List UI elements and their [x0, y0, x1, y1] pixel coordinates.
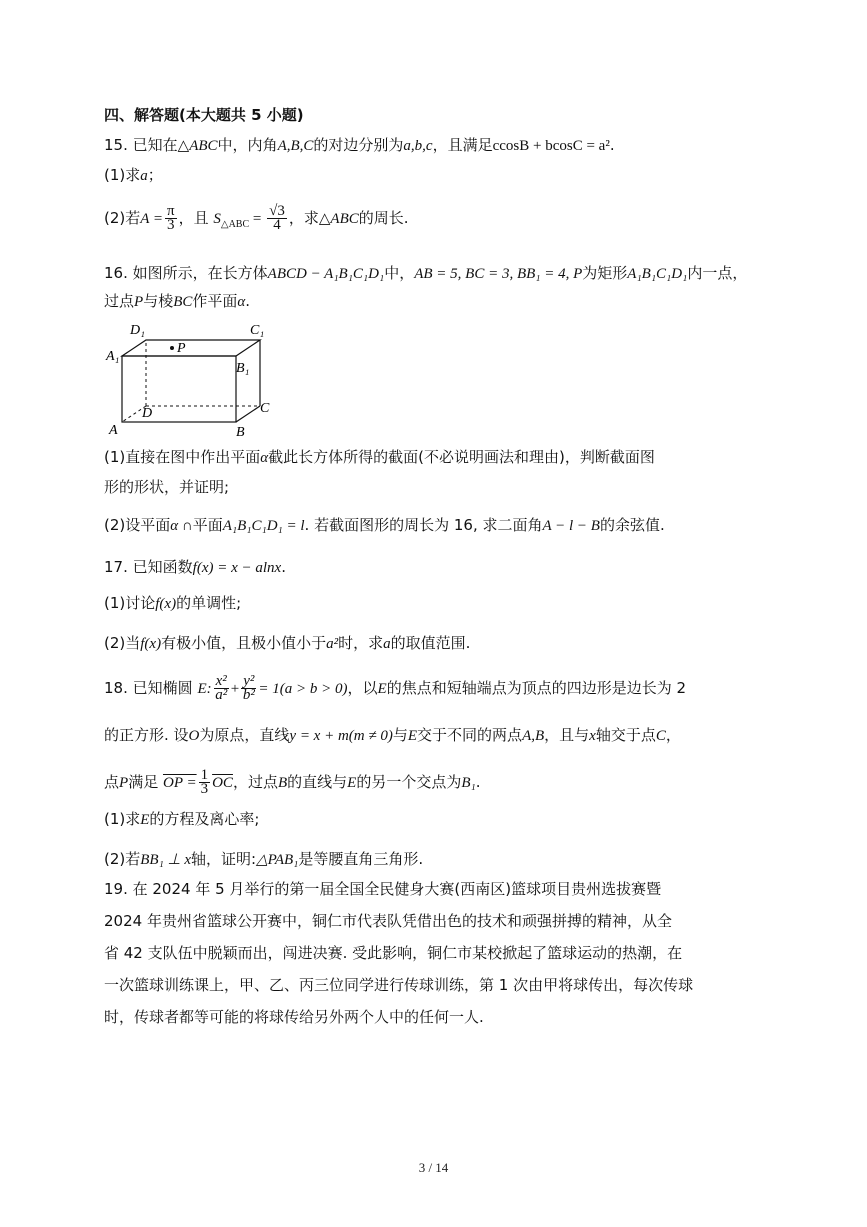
- q18-OP: OP =: [162, 775, 197, 791]
- q15-part2-label: (2)若: [104, 209, 141, 227]
- q18-text: 满足: [128, 773, 159, 791]
- label-D: D: [142, 406, 153, 421]
- section-heading: 四、解答题(本大题共 5 小题): [104, 106, 304, 124]
- q16-part1-cont: 形的形状，并证明;: [104, 478, 230, 496]
- q18-stem: 18. 已知椭圆 E: $\frac{\text{x²}}{\text{a²}}$ + $\frac{\text{y²}}{\text{b²}}$ = 1(a > b > 0)，以E的焦点和短轴端点为顶点的四边形是边长为 2: [104, 673, 687, 703]
- q15-part1-var: a: [140, 168, 148, 184]
- q18-text: 轴交于点: [595, 726, 656, 744]
- q18-text: 交于不同的两点: [417, 726, 523, 744]
- q16-angle: A − l − B: [542, 518, 600, 534]
- q19-line: 时，传球者都等可能的将球传给另外两个人中的任何一人.: [104, 1008, 484, 1026]
- q15-condition: ccosB + bcosC = a²: [492, 138, 610, 154]
- q16-solid: ABCD − A₁B₁C₁D₁: [267, 266, 385, 282]
- q16-text: 的余弦值.: [599, 516, 665, 534]
- q18-C: C: [655, 728, 666, 744]
- q17-part2: [104, 632, 470, 655]
- q15-area-fraction: $\frac{√3}{4}$: [269, 203, 285, 233]
- q18-B: B: [277, 775, 288, 791]
- q16-text: 内一点，: [687, 264, 748, 282]
- q17-text: 已知函数: [132, 558, 193, 576]
- q17-stem: [104, 556, 286, 579]
- label-A: A: [109, 423, 118, 438]
- q17-a: a: [383, 636, 391, 652]
- q18-part2: [104, 848, 423, 871]
- q18-text: 的正方形. 设: [104, 726, 189, 744]
- q18-B1: B₁: [461, 775, 476, 791]
- q18-number: 18.: [104, 679, 128, 697]
- label-B: B: [236, 425, 245, 440]
- q18-text: 是等腰直角三角形.: [298, 850, 424, 868]
- q18-text: (1)求: [104, 810, 141, 828]
- q16-expr: α ∩: [170, 518, 193, 534]
- q19-line: 2024 年贵州省篮球公开赛中，铜仁市代表队凭借出色的技术和顽强拼搏的精神，从全: [104, 912, 672, 930]
- label-D1: D₁: [130, 323, 145, 338]
- q17-f: f(x): [140, 636, 162, 652]
- q18-text: ，且与: [544, 726, 590, 744]
- label-C1: C₁: [250, 323, 265, 338]
- q15-text: 中，内角: [217, 136, 278, 154]
- q15-triangle-2: ABC: [330, 211, 359, 227]
- edge-BC: [236, 406, 260, 422]
- q18-text: 为原点，直线: [199, 726, 290, 744]
- q18-text: ，过点: [232, 773, 278, 791]
- label-P: P: [177, 341, 186, 356]
- q18-text: ，以: [347, 679, 378, 697]
- q18-P: P: [119, 775, 129, 791]
- q16-alpha: α: [237, 294, 246, 310]
- q15-stem: 15. 已知在△ABC中，内角A,B,C的对边分别为a,b,c，且满足ccosB + bcosC = a².: [104, 136, 615, 154]
- q16-number: 16.: [104, 264, 128, 282]
- q18-one-third: $\frac{1}{3}$: [200, 767, 209, 797]
- q15-angles: A,B,C: [277, 138, 314, 154]
- q18-line-eq: y = x + m(m ≠ 0): [289, 728, 393, 744]
- q19-line: 19. 在 2024 年 5 月举行的第一届全国全民健身大赛(西南区)篮球项目贵州选拔赛暨: [104, 880, 662, 898]
- q17-function: f(x) = x − alnx: [192, 560, 282, 576]
- q15-S: S: [213, 211, 221, 227]
- q16-text: 如图所示，在长方体: [132, 264, 268, 282]
- q16-rect: A₁B₁C₁D₁: [627, 266, 688, 282]
- q18-ellipse-rest: = 1(a > b > 0): [258, 681, 348, 697]
- q16-text: 作平面: [192, 292, 238, 310]
- q18-OC: $\overline{OC}$: [212, 775, 233, 791]
- q18-x: x: [589, 728, 596, 744]
- q15-A: A =: [140, 211, 164, 227]
- q16-text: .: [245, 292, 251, 310]
- q15-part1: [104, 164, 163, 187]
- q16-text: 过点: [104, 292, 135, 310]
- q18-text: 已知椭圆: [132, 679, 193, 697]
- label-B1: B₁: [236, 361, 250, 376]
- q18-text: 轴，证明:: [191, 850, 257, 868]
- q18-E: E: [347, 775, 357, 791]
- q17-text: 的取值范围.: [390, 634, 471, 652]
- q17-text: (1)讨论: [104, 594, 156, 612]
- q17-part1: [104, 592, 241, 615]
- q16-text: (2)设平面: [104, 516, 171, 534]
- q15-part1-label: (1)求: [104, 166, 141, 184]
- q19-line: 一次篮球训练课上，甲、乙、丙三位同学进行传球训练，第 1 次由甲将球传出，每次传球: [104, 976, 694, 994]
- q16-given: AB = 5, BC = 3, BB₁ = 4, P: [414, 266, 583, 282]
- q16-part1: [104, 446, 655, 469]
- q16-text: 与棱: [143, 292, 174, 310]
- q18-line2: [104, 724, 681, 747]
- q18-E: E: [140, 812, 150, 828]
- q16-text: (1)直接在图中作出平面: [104, 448, 261, 466]
- q15-text: 的对边分别为: [313, 136, 404, 154]
- q16-text: 截此长方体所得的截面(不必说明画法和理由)，判断截面图: [268, 448, 655, 466]
- q16-P: P: [134, 294, 144, 310]
- q16-BC: BC: [173, 294, 193, 310]
- q18-text: 的直线与: [287, 773, 348, 791]
- q18-text: 的另一个交点为: [356, 773, 462, 791]
- q15-S-sub: △ABC: [220, 219, 250, 230]
- cuboid-figure: [100, 318, 290, 440]
- q15-and: ，且: [178, 209, 209, 227]
- q18-text: .: [475, 773, 481, 791]
- q17-text: 时，求: [338, 634, 384, 652]
- q18-y-frac: $\frac{\text{y²}}{\text{b²}}$: [242, 673, 255, 703]
- q16-plane: A₁B₁C₁D₁ = l: [222, 518, 305, 534]
- q18-part1: [104, 808, 259, 831]
- q15-number: 15.: [104, 136, 128, 154]
- q17-number: 17.: [104, 558, 128, 576]
- q16-line2: [104, 290, 250, 313]
- q15-text: ，且满足: [432, 136, 493, 154]
- q16-text: 平面: [192, 516, 223, 534]
- q18-text: 点: [104, 773, 120, 791]
- label-C: C: [260, 401, 270, 416]
- q18-x-frac: $\frac{\text{x²}}{\text{a²}}$: [215, 673, 228, 703]
- q18-text: ，: [665, 726, 681, 744]
- q18-O: O: [188, 728, 200, 744]
- q18-text: (2)若: [104, 850, 141, 868]
- q18-text: 与: [392, 726, 408, 744]
- q18-AB: A,B: [522, 728, 545, 744]
- q19-line: 省 42 支队伍中脱颖而出，闯进决赛. 受此影响，铜仁市某校掀起了篮球运动的热潮，在: [104, 944, 683, 962]
- q18-text: 的方程及离心率;: [149, 810, 260, 828]
- q15-triangle: ABC: [189, 138, 218, 154]
- q15-text: 的周长.: [358, 209, 409, 227]
- q16-part2: [104, 514, 665, 537]
- q15-part2: (2)若A = $\frac{\pi}{3}$ ，且 $S_{\triangle ABC}$ = $\frac{√3}{4}$ ，求△ABC的周长.: [104, 203, 409, 233]
- point-P: [170, 346, 174, 350]
- q16-alpha: α: [260, 450, 269, 466]
- q18-E: E: [407, 728, 418, 744]
- q18-triangle: △PAB₁: [256, 852, 299, 868]
- q18-line3: [104, 762, 481, 802]
- q17-text: .: [281, 558, 286, 576]
- q17-a-squared: a²: [326, 636, 339, 652]
- q16-text: 为矩形: [582, 264, 628, 282]
- q18-E: E:: [197, 681, 212, 697]
- q15-part1-end: ；: [147, 166, 163, 184]
- q16-text: . 若截面图形的周长为 16, 求二面角: [304, 516, 543, 534]
- q17-text: 有极小值，且极小值小于: [161, 634, 327, 652]
- face-top: [122, 340, 260, 356]
- face-front: [122, 356, 236, 422]
- q16-text: 中，: [384, 264, 415, 282]
- q15-text: ，求: [288, 209, 319, 227]
- q17-text: (2)当: [104, 634, 141, 652]
- page-number: 3 / 14: [418, 1160, 449, 1175]
- q18-text: 的焦点和短轴端点为顶点的四边形是边长为 2: [386, 679, 687, 697]
- label-A1: A₁: [106, 349, 120, 364]
- q18-E: E: [377, 681, 387, 697]
- q15-text: 已知在: [132, 136, 178, 154]
- q17-text: 的单调性;: [176, 594, 242, 612]
- q16-stem: [104, 262, 747, 285]
- q15-sides: a,b,c: [403, 138, 433, 154]
- q18-condition: BB₁ ⊥ x: [140, 852, 192, 868]
- q15-pi-over-3: $\frac{\pi}{3}$: [167, 203, 175, 233]
- q17-f: f(x): [155, 596, 177, 612]
